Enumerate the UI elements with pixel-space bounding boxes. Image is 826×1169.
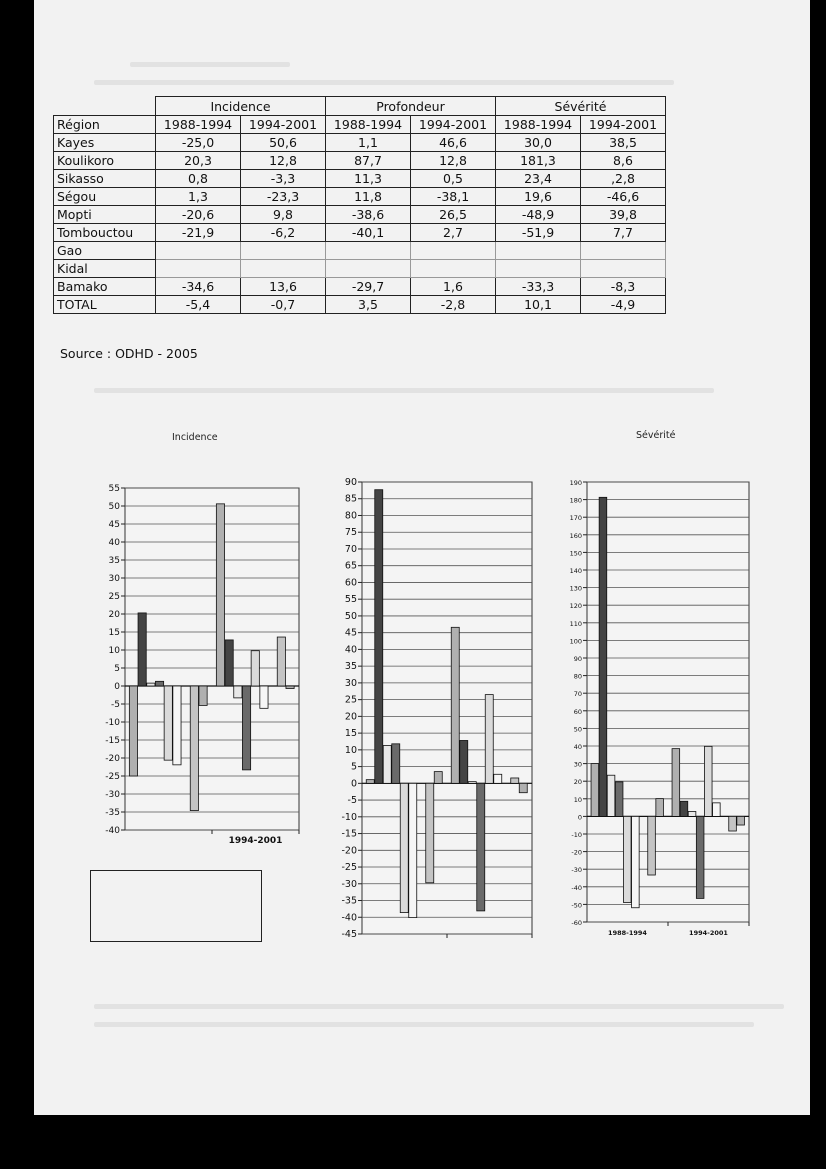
bar [260, 686, 268, 708]
y-tick-label: -5 [111, 700, 120, 710]
value-cell: -34,6 [156, 278, 241, 296]
value-cell: 1,1 [326, 134, 411, 152]
y-tick-label: 45 [108, 520, 120, 530]
y-tick-label: 25 [344, 694, 357, 706]
value-cell: 9,8 [241, 206, 326, 224]
y-tick-label: 75 [344, 527, 357, 539]
value-cell: 10,1 [496, 296, 581, 314]
region-cell: Gao [54, 242, 156, 260]
value-cell: 8,6 [581, 152, 666, 170]
table-row [54, 170, 666, 188]
y-tick-label: 80 [573, 672, 582, 681]
y-tick-label: 90 [344, 477, 357, 488]
period-header: 1994-2001 [241, 116, 326, 134]
bar [164, 686, 172, 760]
table-row [54, 188, 666, 206]
y-tick-label: 20 [344, 711, 357, 723]
y-tick-label: 50 [108, 502, 120, 512]
bar [519, 783, 527, 792]
y-tick-label: 55 [344, 594, 357, 606]
bar [434, 772, 442, 784]
x-tick-label: 1988-1994 [608, 929, 647, 937]
y-tick-label: -30 [105, 790, 120, 800]
bar [680, 801, 688, 816]
y-tick-label: 60 [573, 707, 582, 716]
value-cell: 19,6 [496, 188, 581, 206]
y-tick-label: 90 [573, 655, 582, 663]
faint-line [94, 1004, 784, 1009]
bar [251, 651, 259, 686]
value-cell: 11,8 [326, 188, 411, 206]
poverty-change-table [53, 96, 666, 314]
bar [234, 686, 242, 698]
y-tick-label: 60 [344, 577, 357, 589]
bar [190, 686, 198, 811]
y-tick-label: 35 [344, 661, 357, 673]
y-tick-label: 35 [108, 556, 120, 566]
value-cell [581, 242, 666, 260]
y-tick-label: -10 [105, 718, 120, 728]
y-tick-label: -10 [341, 811, 357, 823]
y-tick-label: -45 [341, 929, 357, 940]
value-cell [241, 260, 326, 278]
value-cell: 30,0 [496, 134, 581, 152]
period-header: 1994-2001 [411, 116, 496, 134]
y-tick-label: 5 [114, 664, 120, 674]
value-cell: 39,8 [581, 206, 666, 224]
bar [138, 613, 146, 686]
bar [366, 780, 374, 784]
y-tick-label: 0 [114, 682, 120, 692]
value-cell: 1,3 [156, 188, 241, 206]
bar [672, 749, 680, 817]
y-tick-label: -25 [341, 862, 357, 874]
y-tick-label: -20 [105, 754, 120, 764]
y-tick-label: 25 [108, 592, 120, 602]
y-tick-label: 100 [569, 637, 582, 646]
y-tick-label: 0 [577, 813, 582, 822]
value-cell: 3,5 [326, 296, 411, 314]
y-tick-label: 140 [569, 567, 582, 575]
table-row [54, 224, 666, 242]
incidence-bar-chart [95, 478, 305, 848]
faint-line [130, 62, 290, 67]
bar [375, 490, 383, 784]
value-cell: 2,7 [411, 224, 496, 242]
y-tick-label: 15 [344, 728, 357, 740]
value-cell: -6,2 [241, 224, 326, 242]
faint-line [94, 1022, 754, 1027]
value-cell: 26,5 [411, 206, 496, 224]
y-tick-label: -30 [341, 878, 357, 890]
region-cell: Ségou [54, 188, 156, 206]
bar [173, 686, 181, 765]
value-cell: 12,8 [241, 152, 326, 170]
y-tick-label: 50 [573, 725, 582, 734]
y-tick-label: 160 [569, 531, 582, 540]
y-tick-label: 85 [344, 493, 357, 505]
region-cell: Kidal [54, 260, 156, 278]
y-tick-label: 10 [108, 646, 120, 656]
y-tick-label: 30 [344, 677, 357, 689]
region-cell: Bamako [54, 278, 156, 296]
table-row [54, 134, 666, 152]
y-tick-label: 45 [344, 627, 357, 639]
severite-bar-chart [557, 472, 757, 942]
value-cell: -29,7 [326, 278, 411, 296]
region-cell: Kayes [54, 134, 156, 152]
y-tick-label: 5 [350, 761, 357, 773]
plot-area [587, 482, 749, 922]
y-tick-label: 110 [569, 619, 582, 628]
value-cell [496, 260, 581, 278]
y-tick-label: 15 [108, 628, 120, 638]
value-cell: 23,4 [496, 170, 581, 188]
value-cell: -38,6 [326, 206, 411, 224]
bar [460, 740, 468, 783]
y-tick-label: -40 [571, 883, 582, 892]
value-cell: 12,8 [411, 152, 496, 170]
y-tick-label: 40 [108, 538, 120, 548]
plot-area [125, 488, 299, 830]
y-tick-label: -20 [341, 845, 357, 857]
y-tick-label: -15 [341, 828, 357, 840]
y-tick-label: 40 [573, 743, 582, 751]
y-tick-label: 80 [344, 510, 357, 522]
value-cell: -51,9 [496, 224, 581, 242]
value-cell: 0,8 [156, 170, 241, 188]
period-header: 1988-1994 [496, 116, 581, 134]
bar [607, 775, 615, 816]
region-cell: Mopti [54, 206, 156, 224]
period-header: 1988-1994 [326, 116, 411, 134]
value-cell: 38,5 [581, 134, 666, 152]
value-cell: -40,1 [326, 224, 411, 242]
value-cell [326, 242, 411, 260]
y-tick-label: 180 [569, 496, 582, 505]
y-tick-label: -60 [571, 919, 582, 927]
y-tick-label: 0 [350, 778, 357, 790]
bar [426, 783, 434, 882]
table-row [54, 242, 666, 260]
table-row [54, 206, 666, 224]
table-row [54, 260, 666, 278]
bar [729, 816, 737, 831]
y-tick-label: 70 [344, 543, 357, 555]
region-cell: Tombouctou [54, 224, 156, 242]
bar [383, 745, 391, 783]
source-note: Source : ODHD - 2005 [60, 346, 198, 361]
y-tick-label: -50 [571, 901, 582, 910]
value-cell: 87,7 [326, 152, 411, 170]
value-cell [326, 260, 411, 278]
y-tick-label: -15 [105, 736, 120, 746]
value-cell [411, 260, 496, 278]
value-cell: ,2,8 [581, 170, 666, 188]
region-cell: TOTAL [54, 296, 156, 314]
value-cell [241, 242, 326, 260]
y-tick-label: -35 [341, 895, 357, 907]
y-tick-label: -40 [341, 912, 357, 924]
value-cell: 1,6 [411, 278, 496, 296]
y-tick-label: 70 [573, 690, 582, 699]
bar [409, 783, 417, 917]
bar [623, 816, 631, 902]
value-cell: -4,9 [581, 296, 666, 314]
legend-box [90, 870, 262, 942]
bar [155, 681, 163, 686]
y-tick-label: -10 [571, 831, 582, 839]
value-cell: -33,3 [496, 278, 581, 296]
y-tick-label: -20 [571, 848, 582, 857]
profondeur-bar-chart [332, 472, 542, 952]
value-cell: 7,7 [581, 224, 666, 242]
bar [599, 497, 607, 816]
table-row [54, 296, 666, 314]
value-cell: 20,3 [156, 152, 241, 170]
bar [713, 803, 721, 817]
y-tick-label: 30 [108, 574, 120, 584]
bar [615, 782, 623, 816]
value-cell: -21,9 [156, 224, 241, 242]
bar [129, 686, 137, 776]
table-row [54, 278, 666, 296]
bar [277, 637, 285, 686]
y-tick-label: -35 [105, 808, 120, 818]
y-tick-label: 55 [108, 484, 120, 494]
bar [392, 744, 400, 784]
bar [286, 686, 294, 689]
value-cell [411, 242, 496, 260]
y-tick-label: 190 [569, 479, 582, 487]
bar [468, 782, 476, 784]
value-cell: 11,3 [326, 170, 411, 188]
value-cell: -38,1 [411, 188, 496, 206]
value-cell: 50,6 [241, 134, 326, 152]
value-cell: -23,3 [241, 188, 326, 206]
bar [737, 816, 745, 825]
value-cell: -48,9 [496, 206, 581, 224]
y-tick-label: 30 [573, 760, 582, 769]
y-tick-label: 10 [344, 744, 357, 756]
bar [242, 686, 250, 770]
faint-line [94, 80, 674, 85]
bar [648, 816, 656, 875]
group-header-incidence: Incidence [156, 97, 326, 116]
bar [485, 695, 493, 784]
y-tick-label: 10 [573, 795, 582, 804]
x-tick-label: 1994-2001 [689, 929, 728, 937]
bar [225, 640, 233, 686]
group-header-severite: Sévérité [496, 97, 666, 116]
group-header-profondeur: Profondeur [326, 97, 496, 116]
value-cell: -0,7 [241, 296, 326, 314]
y-tick-label: 170 [569, 514, 582, 523]
period-header: 1994-2001 [581, 116, 666, 134]
bar [400, 783, 408, 912]
value-cell: -5,4 [156, 296, 241, 314]
y-tick-label: -30 [571, 866, 582, 875]
y-tick-label: 120 [569, 602, 582, 611]
y-tick-label: -25 [105, 772, 120, 782]
y-tick-label: 130 [569, 584, 582, 593]
y-tick-label: -5 [347, 795, 357, 807]
value-cell: -2,8 [411, 296, 496, 314]
bar [656, 799, 664, 817]
value-cell: 0,5 [411, 170, 496, 188]
bar [704, 746, 712, 816]
region-cell: Sikasso [54, 170, 156, 188]
table-row [54, 152, 666, 170]
value-cell: -46,6 [581, 188, 666, 206]
plot-area [362, 482, 532, 934]
value-cell: -20,6 [156, 206, 241, 224]
bar [688, 811, 696, 816]
x-tick-label: 1994-2001 [228, 836, 283, 846]
y-tick-label: 20 [108, 610, 120, 620]
region-header: Région [54, 116, 156, 134]
region-cell: Koulikoro [54, 152, 156, 170]
bar [591, 764, 599, 817]
period-header: 1988-1994 [156, 116, 241, 134]
chart-title-incidence: Incidence [172, 432, 218, 443]
value-cell: -8,3 [581, 278, 666, 296]
value-cell: -25,0 [156, 134, 241, 152]
bar [451, 627, 459, 783]
y-tick-label: -40 [105, 826, 120, 836]
y-tick-label: 50 [344, 610, 357, 622]
y-tick-label: 40 [344, 644, 357, 656]
faint-line [94, 388, 714, 393]
value-cell: -3,3 [241, 170, 326, 188]
value-cell [156, 260, 241, 278]
y-tick-label: 150 [569, 549, 582, 558]
bar [216, 504, 224, 686]
bar [147, 683, 155, 686]
value-cell [156, 242, 241, 260]
value-cell [581, 260, 666, 278]
bar [696, 816, 704, 898]
bar [477, 783, 485, 911]
value-cell [496, 242, 581, 260]
value-cell: 13,6 [241, 278, 326, 296]
bar [632, 816, 640, 907]
value-cell: 181,3 [496, 152, 581, 170]
bar [199, 686, 207, 705]
y-tick-label: 65 [344, 560, 357, 572]
bar [511, 778, 519, 783]
y-tick-label: 20 [573, 778, 582, 787]
chart-title-severite: Sévérité [636, 430, 676, 441]
bar [494, 774, 502, 783]
value-cell: 46,6 [411, 134, 496, 152]
